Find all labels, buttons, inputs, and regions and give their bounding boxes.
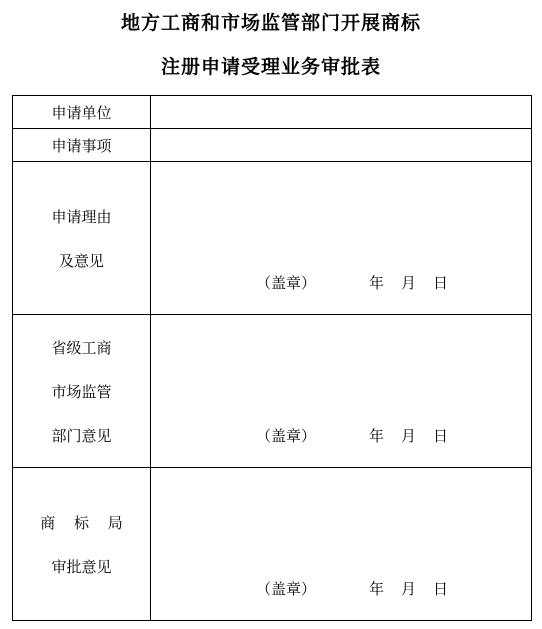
applicant-label: 申请单位 [13,96,151,129]
provincial-label-line-2: 市场监管 [51,382,112,401]
year-text: 年 [369,427,385,445]
reason-label-line-1: 申请理由 [51,207,112,226]
month-text: 月 [401,427,417,445]
bureau-label [13,468,151,621]
provincial-signoff [256,425,448,446]
approval-form-table [12,95,532,621]
provincial-opinion-area[interactable] [151,315,532,468]
form-title-line-2: 注册申请受理业务审批表 [160,56,381,78]
day-text: 日 [433,427,449,445]
seal-text: （盖章） [256,274,317,292]
provincial-label [13,315,151,468]
seal-text: （盖章） [256,427,317,445]
provincial-label-line-3: 部门意见 [51,426,112,445]
month-text: 月 [401,274,417,292]
day-text: 日 [433,580,449,598]
reason-label-line-2: 及意见 [58,251,104,270]
year-text: 年 [369,580,385,598]
form-title-line-1: 地方工商和市场监管部门开展商标 [120,12,421,34]
row-reason [13,162,532,315]
year-text: 年 [369,274,385,292]
bureau-signoff [256,578,448,599]
matter-label: 申请事项 [13,129,151,162]
applicant-value[interactable] [151,96,532,129]
matter-value[interactable] [151,129,532,162]
bureau-label-line-2: 审批意见 [51,557,112,576]
reason-signoff [256,272,448,293]
row-applicant [13,96,532,129]
month-text: 月 [401,580,417,598]
row-bureau [13,468,532,621]
reason-label [13,162,151,315]
reason-opinion-area[interactable] [151,162,532,315]
bureau-opinion-area[interactable] [151,468,532,621]
row-matter [13,129,532,162]
seal-text: （盖章） [256,580,317,598]
row-provincial [13,315,532,468]
bureau-label-line-1: 商 标 局 [40,513,130,532]
day-text: 日 [433,274,449,292]
provincial-label-line-1: 省级工商 [51,338,112,357]
